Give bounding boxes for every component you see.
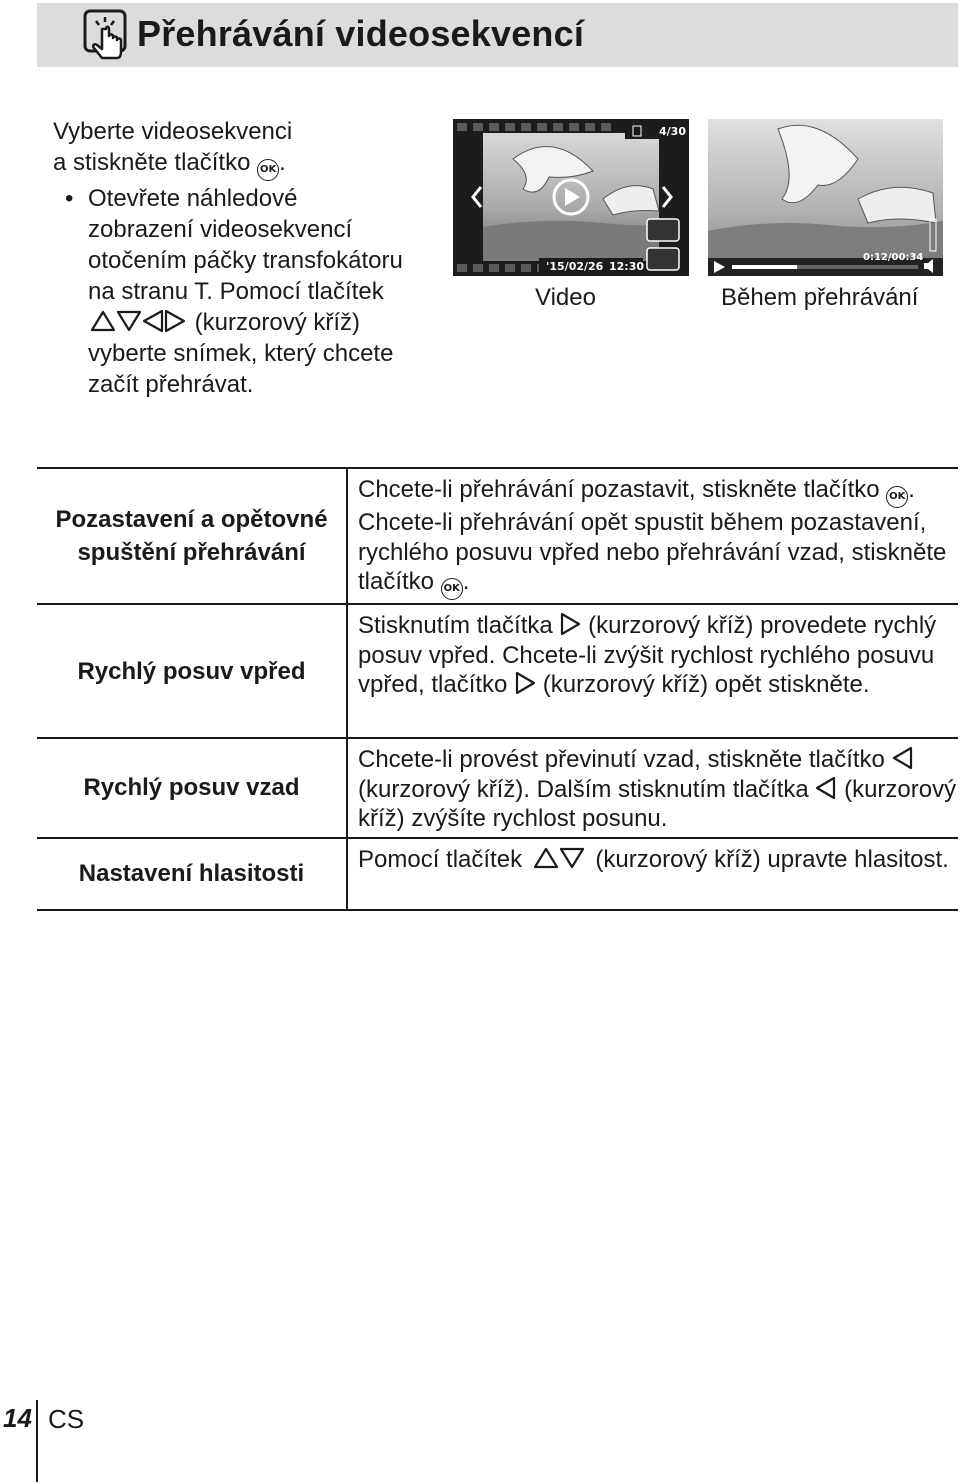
left-arrow-icon — [892, 746, 914, 770]
playback-screen — [708, 119, 943, 276]
desc-text: Stisknutím tlačítka — [358, 612, 553, 639]
intro-line-1: Vyberte videosekvenci — [53, 118, 293, 145]
page-header — [37, 3, 958, 67]
photo-counter: 4/30 — [659, 125, 686, 138]
desc-text: Pomocí tlačítek — [358, 845, 523, 873]
intro-line-2 — [53, 147, 403, 181]
playback-caption: Během přehrávání — [721, 284, 919, 311]
desc-text: . — [462, 568, 470, 595]
right-arrow-icon — [514, 671, 536, 695]
ok-button-icon: OK — [257, 159, 279, 181]
row-description — [347, 468, 958, 604]
row-label: Pozastavení a opětovné spuštění přehrávání — [37, 468, 347, 604]
ok-button-icon: OK — [886, 486, 908, 508]
intro-bullet — [53, 183, 403, 400]
arrow-keys-icon — [88, 309, 188, 333]
desc-text: Chcete-li provést převinutí vzad, stiskněte tlačítko — [358, 746, 885, 773]
row-label: Rychlý posuv vzad — [37, 738, 347, 838]
progress-fill — [732, 265, 797, 269]
left-arrow-icon — [815, 776, 837, 800]
desc-text: (kurzorový kříž) opět stiskněte. — [542, 671, 870, 698]
right-arrow-icon — [559, 612, 581, 636]
bullet-dot: • — [65, 185, 74, 212]
row-label: Rychlý posuv vpřed — [37, 604, 347, 738]
touch-hand-icon — [83, 9, 127, 61]
table-row — [37, 604, 958, 738]
intro-period: . — [279, 149, 286, 176]
table-row — [37, 468, 958, 604]
row-description — [347, 604, 958, 738]
desc-text: (kurzorový kříž) zvýšíte rychlost posunu. — [358, 775, 957, 832]
row-description — [347, 738, 958, 838]
desc-text: (kurzorový kříž) upravte hlasitost. — [595, 845, 949, 873]
table-row — [37, 838, 958, 910]
desc-text: Chcete-li přehrávání pozastavit, stiskněte tlačítko — [358, 476, 880, 503]
language-code: CS — [48, 1404, 85, 1434]
row-description — [347, 838, 958, 910]
video-preview-screen — [453, 119, 689, 276]
page-number: 14 — [3, 1403, 32, 1433]
page-title: Přehrávání videosekvencí — [137, 13, 585, 54]
video-caption: Video — [535, 284, 596, 311]
intro-instructions — [53, 116, 403, 400]
bullet-text-2: (kurzorový kříž) vyberte snímek, který chcete začít přehrávat. — [88, 309, 394, 398]
video-date: '15/02/26 — [546, 260, 604, 273]
playback-operations-table — [37, 467, 958, 911]
desc-text: (kurzorový kříž) provedete rychlý posuv vpřed. Chcete-li zvýšit rychlost rychlého posuvu vpřed, tlačítko — [358, 612, 937, 698]
desc-text: (kurzorový kříž). Dalším stisknutím tlačítka — [358, 775, 809, 803]
up-down-arrows-icon — [529, 846, 589, 870]
desc-text: . Chcete-li přehrávání opět spustit během pozastavení, rychlého posuvu vpřed nebo přehrávání vzad, stiskněte tlačítko — [358, 476, 947, 595]
playback-time: 0:12/00:34 — [863, 252, 924, 263]
table-row — [37, 738, 958, 838]
ok-button-icon: OK — [441, 578, 463, 600]
bullet-text-1: Otevřete náhledové zobrazení videosekvencí otočením páčky transfokátoru na stranu T. Pomocí tlačítek — [88, 185, 403, 305]
row-label: Nastavení hlasitosti — [37, 838, 347, 910]
intro-line-2-text: a stiskněte tlačítko — [53, 149, 251, 176]
video-time: 12:30 — [609, 260, 645, 273]
footer-divider — [36, 1400, 38, 1482]
